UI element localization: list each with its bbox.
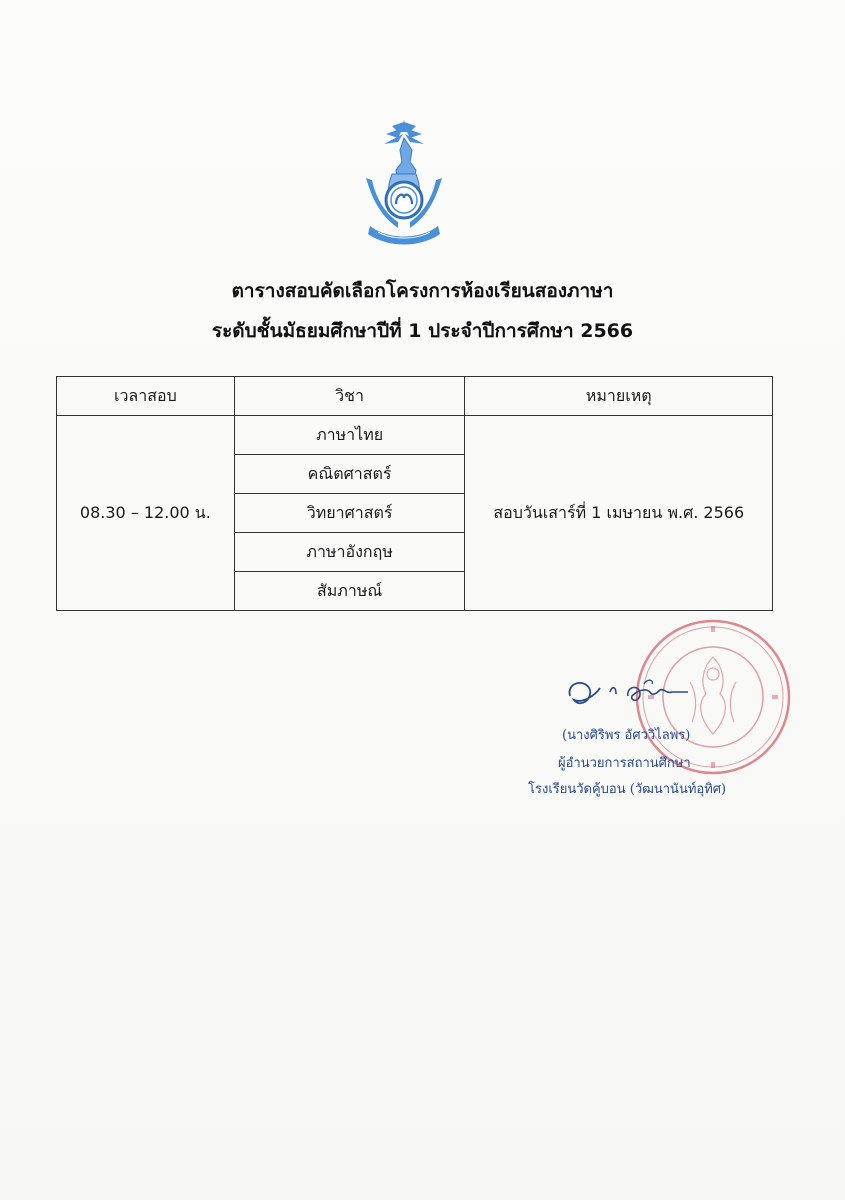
subject-cell: ภาษาอังกฤษ	[234, 533, 465, 572]
page-subtitle: ระดับชั้นมัธยมศึกษาปีที่ 1 ประจำปีการศึกษา 2566	[211, 320, 634, 342]
header-subject: วิชา	[234, 377, 465, 416]
signer-name: (นางศิริพร อัศววิไลพร)	[562, 728, 691, 743]
header-note: หมายเหตุ	[465, 377, 773, 416]
exam-note-cell: สอบวันเสาร์ที่ 1 เมษายน พ.ศ. 2566	[465, 416, 773, 611]
subject-cell: ภาษาไทย	[234, 416, 465, 455]
subject-cell: คณิตศาสตร์	[234, 455, 465, 494]
signer-position: ผู้อำนวยการสถานศึกษา	[558, 756, 691, 771]
school-name: โรงเรียนวัดคู้บอน (วัฒนานันท์อุทิศ)	[528, 782, 727, 797]
page-title: ตารางสอบคัดเลือกโครงการห้องเรียนสองภาษา	[231, 280, 614, 302]
table-row	[57, 416, 773, 455]
handwritten-signature-icon	[556, 674, 696, 714]
subject-cell: วิทยาศาสตร์	[234, 494, 465, 533]
exam-time-cell: 08.30 – 12.00 น.	[57, 416, 235, 611]
table-header-row	[57, 377, 773, 416]
signature-block	[510, 672, 790, 812]
school-crest-icon	[358, 118, 450, 248]
exam-schedule-table	[56, 376, 773, 611]
subject-cell: สัมภาษณ์	[234, 572, 465, 611]
header-time: เวลาสอบ	[57, 377, 235, 416]
